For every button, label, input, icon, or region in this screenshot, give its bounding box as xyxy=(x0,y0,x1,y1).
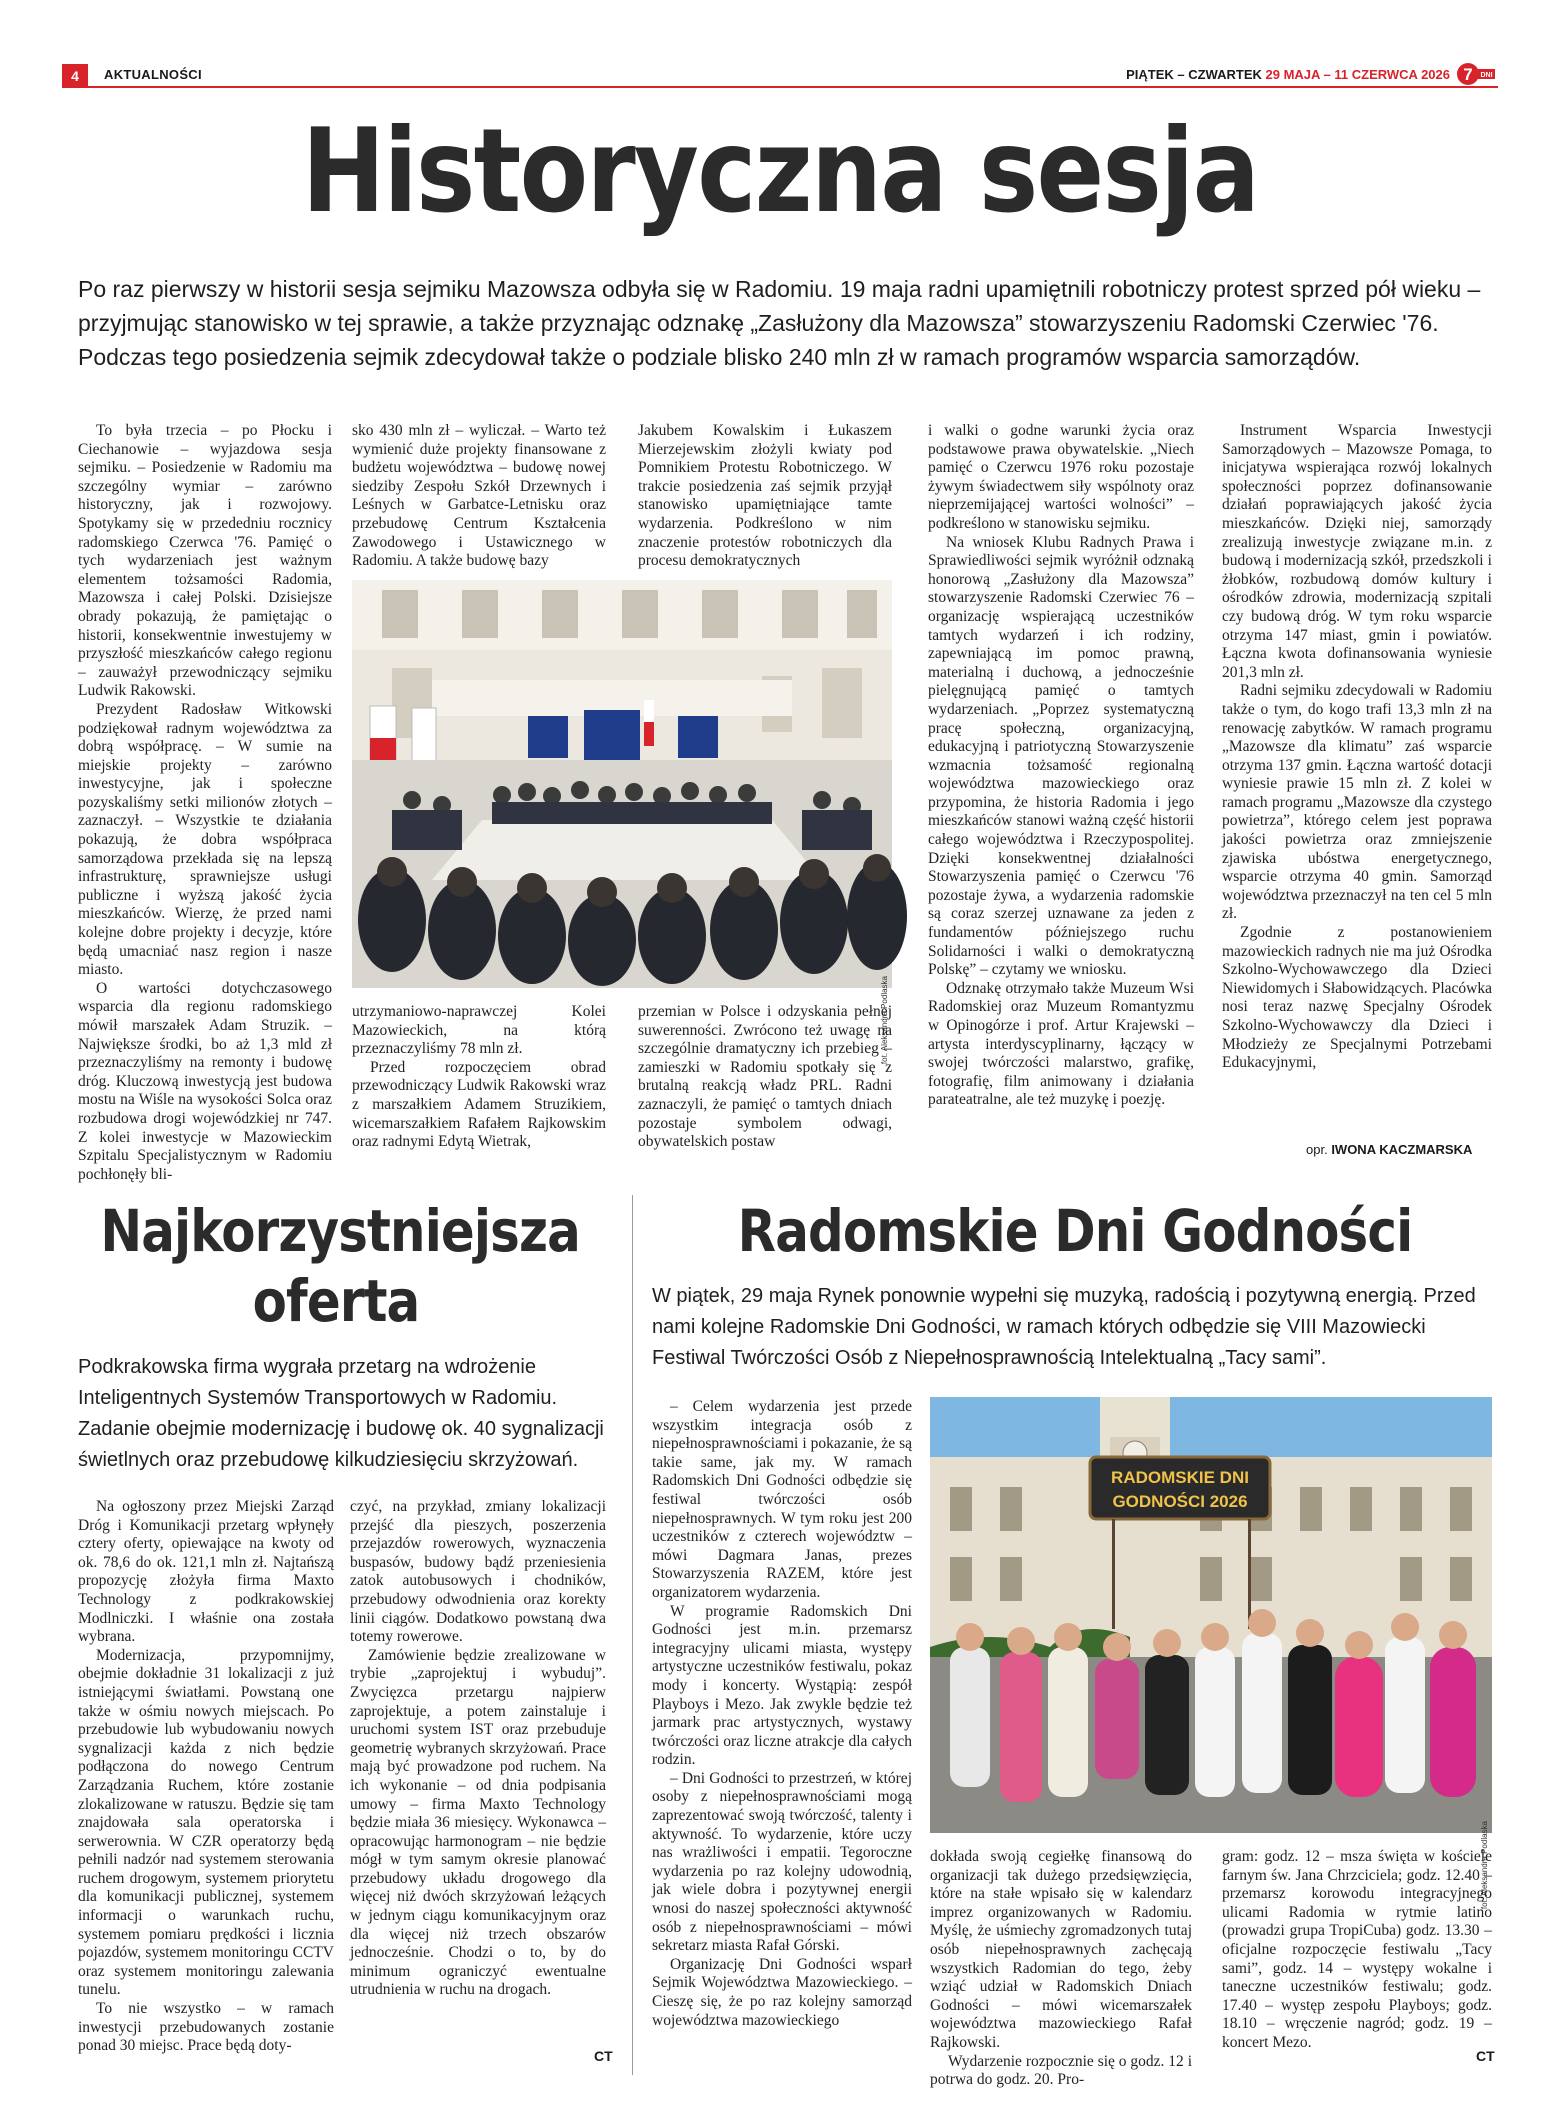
paragraph: Prezydent Radosław Witkowski podziękował radnym województwa za dobrą współpracę. – W sumie na miejskie projekty – zarówno inwestycyjne, jak i społeczne pozyskaliśmy setki milionów złotych – zaznaczył. – Wszystkie te działania pokazują, że dobra współpraca samorządowa przekłada się na lepszą infrastrukturę, sprawniejsze usługi publiczne i wyższą jakość życia mieszkańców. Wierzę, że przed nami kolejne dobre projekty i decyzje, które będą umacniać nasz region i nasze miasto. xyxy=(78,700,332,979)
article2-signature: CT xyxy=(594,2048,613,2064)
paragraph: Jakubem Kowalskim i Łukaszem Mierzejewskim złożyli kwiaty pod Pomnikiem Protestu Robotniczego. W trakcie posiedzenia zaś sejmik przyjął stanowisko upamiętniające tamte wydarzenia. Podkreślono w nim znaczenie protestów robotniczych dla procesu demokratycznych xyxy=(638,422,892,570)
paragraph: sko 430 mln zł – wyliczał. – Warto też wymienić duże projekty finansowane z budżetu województwa – budowę nowej siedziby Zespołu Szkół Drzewnych i Leśnych w Garbatce-Letnisku oraz przebudowę Centrum Kształcenia Zawodowego i Ustawicznego w Radomiu. A także budowę bazy xyxy=(352,422,606,570)
paragraph: – Dni Godności to przestrzeń, w której osoby z niepełnosprawnościami mogą zaprezentować swoją twórczość, talenty i aktywność. To wydarzenie, które uczy nas wrażliwości i empatii. Tegoroczne wydarzenia po raz kolejny udowodnią, jak wiele dobra i pozytywnej energii wnosi do naszej społeczności aktywność osób z niepełnosprawnościami – mówi sekretarz miasta Rafał Górski. xyxy=(652,1769,912,1955)
paragraph: To była trzecia – po Płocku i Ciechanowie – wyjazdowa sesja sejmiku. – Posiedzenie w Radomiu ma szczególny wymiar – zarówno historyczny, jak i rozwojowy. Spotykamy się w przededniu rocznicy radomskiego Czerwca '76. Pamięć o tych wydarzeniach jest ważnym elementem tożsamości Radomia, Mazowsza i całej Polski. Dzisiejsze obrady pokazują, że pamiętając o historii, konsekwentnie inwestujemy w przyszłość mieszkańców całego regionu – zauważył przewodniczący sejmiku Ludwik Rakowski. xyxy=(78,422,332,700)
banner-line-1: RADOMSKIE DNI xyxy=(1111,1468,1249,1487)
newspaper-logo xyxy=(1456,62,1496,86)
paragraph: Odznakę otrzymało także Muzeum Wsi Radomskiej oraz Muzeum Romantyzmu w Opinogórze i prof. Artur Krajewski – artysta interdyscyplinarny, łączący w swojej twórczości malarstwo, grafikę, fotografię, film animowany i działania parateatralne, ale też muzykę i poezję. xyxy=(928,979,1194,1109)
article1-column-2-bottom xyxy=(352,1003,606,1152)
article3-column-2 xyxy=(930,1848,1192,2090)
paragraph: To nie wszystko – w ramach inwestycji przebudowanych zostanie ponad 30 miejsc. Prace będą doty- xyxy=(78,2000,334,2055)
paragraph: Przed rozpoczęciem obrad przewodniczący Ludwik Rakowski wraz z marszałkiem Adamem Struzikiem, wicemarszałkiem Rafałem Rajkowskim oraz radnymi Edytą Wietrak, xyxy=(352,1058,606,1151)
issue-date-range: 29 MAJA – 11 CZERWCA 2026 xyxy=(1265,67,1450,82)
paragraph: Organizację Dni Godności wsparł Sejmik Województwa Mazowieckiego. – Cieszę się, że po raz kolejny samorząd województwa mazowieckiego xyxy=(652,1955,912,2029)
article3-column-3 xyxy=(1222,1848,1492,2053)
article1-column-5 xyxy=(1222,422,1492,1073)
paragraph: W programie Radomskich Dni Godności jest m.in. przemarsz integracyjny ulicami miasta, występy artystyczne uczestników festiwalu, pokaz mody i koncerty. Wystąpią: zespół Playboys i Mezo. Jak zwykle będzie też jarmark prac artystycznych, wystawy twórczości oraz liczne atrakcje dla całych rodzin. xyxy=(652,1602,912,1769)
issue-date xyxy=(1126,67,1450,82)
session-hall-illustration xyxy=(352,580,892,988)
svg-text:DNI: DNI xyxy=(1480,72,1493,79)
article1-column-3-top xyxy=(638,422,892,571)
paragraph: Wydarzenie rozpocznie się o godz. 12 i potrwa do godz. 20. Pro- xyxy=(930,2052,1192,2089)
paragraph: O wartości dotychczasowego wsparcia dla regionu radomskiego mówił marszałek Adam Struzik. – Największe środki, bo aż 1,3 mld zł przeznaczyliśmy na remonty i budowę dróg. Kluczową inwestycją jest budowa mostu na Wiśle na wysokości Solca oraz rozbudowa drogi wojewódzkiej nr 747. Z kolei inwestycje w Mazowieckim Szpitalu Specjalistycznym w Radomiu pochłonęły bli- xyxy=(78,979,332,1183)
paragraph: czyć, na przykład, zmiany lokalizacji przejść dla pieszych, poszerzenia przejazdów rowerowych, wyznaczenia buspasów, budowy bądź przeniesienia zatok autobusowych i chodników, przebudowy odwodnienia oraz korekty linii ciągów. Dodatkowo powstaną dwa totemy rowerowe. xyxy=(350,1498,606,1646)
headline-main: Historyczna sesja xyxy=(301,104,1259,239)
paragraph: gram: godz. 12 – msza święta w kościele farnym św. Jana Chrzciciela; godz. 12.40 – przemarsz korowodu integracyjnego ulicami Radomia w rytmie latino (prowadzi grupa TropiCuba) godz. 13.30 – oficjalne rozpoczęcie festiwalu „Tacy sami”, godz. 14 – występy wokalne i taneczne uczestników festiwalu; godz. 17.40 – występ zespołu Playboys; godz. 18.10 – wręczenie nagród; godz. 19 – koncert Mezo. xyxy=(1222,1848,1492,2051)
banner-line-2: GODNOŚCI 2026 xyxy=(1112,1492,1248,1511)
svg-text:7: 7 xyxy=(1463,65,1473,84)
photo-credit: fot. Aleksandra Podlaska xyxy=(880,976,889,1065)
paragraph: Zgodnie z postanowieniem mazowieckich radnych nie ma już Ośrodka Szkolno-Wychowawczego dla Dzieci Niewidomych i Słabowidzących. Placówka nosi teraz nazwę Specjalny Ośrodek Szkolno-Wychowawczy dla Dzieci i Młodzieży ze Specjalnymi Potrzebami Edukacyjnymi, xyxy=(1222,924,1492,1072)
paragraph: Na wniosek Klubu Radnych Prawa i Sprawiedliwości sejmik wyróżnił odznaką honorową „Zasłużony dla Mazowsza” stowarzyszenie Radomski Czerwiec 76 – organizację wspierającą uczestników tamtych wydarzeń i ich rodziny, zapewniającą im pomoc prawną, materialną i duchową, a jednocześnie pielęgnującą pamięć o tamtych wydarzeniach. „Poprzez systematyczną pracę społeczną, organizacyjną, edukacyjną i patriotyczną Stowarzyszenie wzmacnia tożsamość regionalną województwa mazowieckiego oraz przypomina, że historia Radomia i jego mieszkańców stanowi ważną część historii całego województwa i Rzeczypospolitej. Dzięki konsekwentnej działalności Stowarzyszenia pamięć o Czerwcu '76 pozostaje żywa, a wydarzenia radomskie są coraz szerzej uznawane za jeden z fundamentów późniejszego ruchu Solidarności i walki o demokratyczną Polskę” – czytamy we wniosku. xyxy=(928,533,1194,979)
article3-signature: CT xyxy=(1476,2048,1495,2064)
author-name: IWONA KACZMARSKA xyxy=(1331,1142,1473,1157)
paragraph: przemian w Polsce i odzyskania pełnej suwerenności. Zwrócono też uwagę na szczególnie dramatyczny ich przebieg – zamieszki w Radomiu spotkały się z brutalną reakcją władz PRL. Radni zaznaczyli, że pamięć o tamtych dniach pozostaje symbolem odwagi, obywatelskich postaw xyxy=(638,1003,892,1151)
headline-article3: Radomskie Dni Godności xyxy=(737,1197,1413,1265)
dni-godnosci-photo xyxy=(930,1397,1492,1910)
lead-article3: W piątek, 29 maja Rynek ponownie wypełni się muzyką, radością i pozytywną energią. Przed nami kolejne Radomskie Dni Godności, w ramach których odbędzie się VIII Mazowiecki Festiwal Twórczości Osób z Niepełnosprawnością Intelektualną „Tacy sami”. xyxy=(652,1285,1476,1369)
article2-column-2 xyxy=(350,1498,606,2000)
paragraph: Instrument Wsparcia Inwestycji Samorządowych – Mazowsze Pomaga, to inicjatywa wspierająca rozwój lokalnych społeczności poprzez dofinansowanie działań poprawiających jakość życia mieszkańców. Dzięki niej, samorządy zrealizują inwestycje związane m.in. z budową i modernizacją szkół, przedszkoli i żłobków, rozbudową domów kultury i ośrodków zdrowia, modernizacją szpitali czy budową dróg. W tym roku wsparcie otrzyma 147 miast, gmin i powiatów. Łączna kwota dofinansowania wyniesie 201,3 mln zł. xyxy=(1222,422,1492,681)
lead-main: Po raz pierwszy w historii sesja sejmiku Mazowsza odbyła się w Radomiu. 19 maja radni upamiętnili robotniczy protest sprzed pół wieku – przyjmując stanowisko w tej sprawie, a także przyznając odznakę „Zasłużony dla Mazowsza” stowarzyszeniu Radomski Czerwiec '76. Podczas tego posiedzenia sejmik zdecydował także o podziale blisko 240 mln zł w ramach programów wsparcia samorządów. xyxy=(78,276,1481,370)
headline-article2 xyxy=(100,1196,580,1336)
byline-prefix: opr. xyxy=(1306,1142,1328,1157)
header-rule xyxy=(62,86,1498,88)
article1-column-2-top xyxy=(352,422,606,571)
paragraph: Na ogłoszony przez Miejski Zarząd Dróg i Komunikacji przetarg wpłynęły cztery oferty, opiewające na kwoty od ok. 78,6 do ok. 121,1 mln zł. Najtańszą propozycję złożyła firma Maxto Technology z podkrakowskiej Modlniczki. I właśnie ona została wybrana. xyxy=(78,1498,334,1646)
headline-line: oferta xyxy=(252,1267,420,1335)
photo-credit: fot. Aleksandra Podlaska xyxy=(1480,1821,1489,1910)
headline-line: Najkorzystniejsza xyxy=(100,1197,580,1265)
article2-column-1 xyxy=(78,1498,334,2056)
paragraph: – Celem wydarzenia jest przede wszystkim integracja osób z niepełnosprawnościami i pokazanie, że są takie same, jak my. W ramach Radomskich Dni Godności odbędzie się festiwal twórczości osób niepełnosprawnych. W tym roku jest 200 uczestników z czterech województw – mówi Dagmara Janas, prezes Stowarzyszenia RAZEM, które jest organizatorem wydarzenia. xyxy=(652,1398,912,1601)
paragraph: i walki o godne warunki życia oraz podstawowe prawa obywatelskie. „Niech pamięć o Czerwcu 1976 roku pozostaje żywym świadectwem siły wspólnoty oraz nieprzemijającej wartości wolności” – podkreślono w stanowisku sejmiku. xyxy=(928,422,1194,532)
group-photo-illustration xyxy=(930,1397,1492,1833)
paragraph: Zamówienie będzie zrealizowane w trybie „zaprojektuj i wybuduj”. Zwycięzca przetargu najpierw zaprojektuje, a potem zainstaluje i uruchomi system IST oraz przebuduje geometrię wybranych skrzyżowań. Prace mają być prowadzone pod ruchem. Na ich wykonanie – od dnia podpisania umowy – firma Maxto Technology będzie miała 36 miesięcy. Wykonawca – opracowując harmonogram – nie będzie mógł w tym samym okresie planować przebudowy układu drogowego dla więcej niż dwóch skrzyżowań leżących w jednym ciągu komunikacyjnym oraz dla więcej niż trzech obszarów jednocześnie. Chodzi o to, by do minimum ograniczyć ewentualne utrudnienia w ruchu na drogach. xyxy=(350,1646,606,1999)
issue-days: PIĄTEK – CZWARTEK xyxy=(1126,67,1262,82)
lead-article2: Podkrakowska firma wygrała przetarg na wdrożenie Inteligentnych Systemów Transportowych w Radomiu. Zadanie obejmie modernizację i budowę ok. 40 sygnalizacji świetlnych oraz przebudowę kilkudziesięciu skrzyżowań. xyxy=(78,1356,604,1471)
paragraph: Radni sejmiku zdecydowali w Radomiu także o tym, do kogo trafi 13,3 mln zł na renowację zabytków. W ramach programu „Mazowsze dla klimatu” zaś wsparcie otrzyma 137 gmin. Łączna wartość dotacji wyniesie prawie 15 mln zł. Z kolei w ramach programu „Mazowsze dla czystego powietrza”, którego celem jest poprawa jakości powietrza oraz zmniejszenie zjawiska ubóstwa energetycznego, wsparcie otrzyma 40 gmin. Samorząd województwa przeznaczył na ten cel 5 mln zł. xyxy=(1222,682,1492,923)
page-number: 4 xyxy=(62,64,88,88)
paragraph: Modernizacja, przypomnijmy, obejmie dokładnie 31 lokalizacji z już istniejącymi światłami. Powstaną one także w ośmiu nowych miejscach. Po przebudowie lub wybudowaniu nowych sygnalizacji każda z nich będzie podłączona do nowego Centrum Zarządzania Ruchem, które zostanie zlokalizowane w ratuszu. Będzie się tam znajdowała sala operatorska i serwerownia. W CZR operatorzy będą pełnili nadzór nad systemem sterowania ruchem drogowym, systemem priorytetu dla komunikacji publicznej, systemem informacji o warunkach ruchu, systemem pomiaru prędkości i licznia pojazdów, systemem monitoringu CCTV oraz systemem monitoringu zalewania tunelu. xyxy=(78,1646,334,1999)
column-divider xyxy=(632,1195,633,2075)
paragraph: dokłada swoją cegiełkę finansową do organizacji tak dużego przedsięwzięcia, które na stałe wpisało się w kalendarz imprez organizowanych w Radomiu. Myślę, że uśmiechy zgromadzonych tutaj osób niepełnosprawnych zachęcają wszystkich Radomian do tego, żeby wziąć udział w Radomskich Dniach Godności – mówi wicemarszałek województwa mazowieckiego Rafał Rajkowski. xyxy=(930,1848,1192,2051)
paragraph: utrzymaniowo-naprawczej Kolei Mazowieckich, na którą przeznaczyliśmy 78 mln zł. xyxy=(352,1003,606,1058)
article1-column-1 xyxy=(78,422,332,1184)
author-byline xyxy=(1306,1142,1472,1157)
article3-column-1 xyxy=(652,1398,912,2030)
article1-column-4 xyxy=(928,422,1194,1110)
article1-column-3-bottom xyxy=(638,1003,892,1152)
section-label: AKTUALNOŚCI xyxy=(104,67,202,82)
